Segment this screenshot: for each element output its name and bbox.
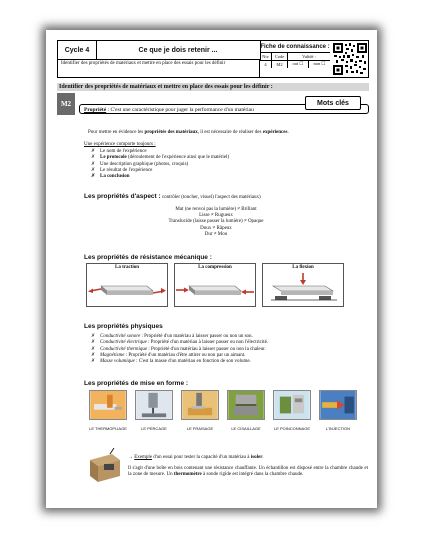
- property-text: : Propriété d'un matériau à laisser passer ou non un son.: [140, 334, 253, 339]
- objective-cell: Identifier des propriétés de matériaux et mettre en place des essais pour les définir: [58, 59, 260, 78]
- property-term: Magnétisme: [100, 352, 125, 358]
- list-item: ✗ La conclusion: [91, 174, 351, 180]
- exemple-bold: isoler: [250, 455, 263, 460]
- compression-diagram-icon: [175, 264, 255, 306]
- exemple-paragraph-a: Il s'agit d'une boîte en bois contenant une résistance chauffante. Un échantillon est disposé entre la chambre chaude et la zone de mesure. Un: [128, 466, 368, 478]
- exemple-paragraph-bold: thermomètre: [173, 472, 202, 478]
- aspect-line: Dur ≠ Mou: [204, 231, 228, 237]
- fiche-oui-checkbox[interactable]: oui ☐: [288, 60, 309, 68]
- intro-text-2: , il est nécessaire de réaliser des: [197, 130, 263, 135]
- intro-bold-1: propriétés des matériaux: [144, 130, 198, 135]
- list-item: ✗ Une description graphique (photos, croquis): [91, 162, 351, 168]
- process-injection: [319, 390, 357, 431]
- physiques-list: [91, 334, 366, 365]
- worksheet-page: [46, 30, 377, 508]
- process-label: LE POINCONNAGE: [273, 426, 310, 431]
- definition-term: Propriété: [84, 107, 107, 113]
- m2-badge: M2: [57, 93, 75, 115]
- mots-cles-box: Mots clés: [305, 96, 361, 110]
- exemple-paragraph: [128, 466, 368, 478]
- flexion-label: La flexion: [292, 265, 314, 270]
- flexion-diagram-icon: [263, 264, 343, 306]
- process-label: LE CISAILLAGE: [231, 426, 261, 431]
- fiche-col-valide: Validé :: [302, 53, 316, 59]
- exemple-period: .: [262, 455, 264, 460]
- cycle-cell: Cycle 4: [58, 41, 97, 60]
- process-poinconnage: [273, 390, 311, 431]
- thermopliage-icon: [89, 390, 127, 420]
- property-term: Masse volumique: [100, 359, 135, 365]
- fiche-title: Fiche de connaissance :: [260, 41, 330, 53]
- fiche-niv-value: 4: [260, 60, 272, 68]
- aspect-lines: [126, 207, 306, 238]
- exemple-line: [128, 455, 368, 461]
- traction-diagram-icon: [87, 264, 167, 306]
- compression-label: La compression: [198, 265, 232, 270]
- aspect-line: Doux ≠ Râpeux: [200, 225, 232, 231]
- exemple-text: d'un essai pour tester la capacité d'un matériau à: [152, 455, 251, 460]
- compression-image: [174, 263, 256, 307]
- traction-label: La traction: [114, 265, 140, 270]
- fiche-non-checkbox[interactable]: non ☐: [313, 61, 326, 66]
- property-term: Conductivité électrique: [100, 340, 147, 346]
- injection-icon: [319, 390, 357, 420]
- aspect-title: [84, 193, 261, 200]
- experience-list: [91, 149, 351, 180]
- process-fraisage: [181, 390, 219, 431]
- cisaillage-icon: [227, 390, 265, 420]
- list-item: ✗ Le protocole (déroulement de l'expérience ainsi que le matériel): [91, 155, 351, 161]
- aspect-line: Translucide (laisse passer la lumière) ≠ Opaque: [168, 219, 264, 225]
- fiche-value-row: [260, 60, 330, 68]
- intro-text-1: Pour mettre en évidence les: [88, 130, 145, 135]
- intro-text-3: .: [287, 130, 289, 135]
- qr-code-icon: [332, 42, 368, 76]
- process-cisaillage: [227, 390, 265, 431]
- property-text: : Propriété d'un matériau à laisser passer ou non la chaleur.: [147, 346, 266, 352]
- aspect-line: Lisse ≠ Rugueux: [199, 213, 233, 219]
- aspect-line: Mat (ne renvoi pas la lumière) ≠ Brillant: [175, 207, 257, 212]
- intro-paragraph: [88, 130, 368, 136]
- definition-text: : C'est une caractéristique pour juger la performance d'un matériau: [106, 107, 254, 113]
- process-label: L'INJECTION: [325, 426, 351, 431]
- exemple-paragraph-b: à sonde rigide est intégré dans la chambre chaude.: [201, 472, 304, 478]
- list-item: ✗ Le résultat de l'expérience: [91, 168, 351, 174]
- aspect-title-text: Les propriétés d'aspect :: [84, 193, 161, 200]
- section-title: Identifier des propriétés de matériaux et mettre en place des essais pour les définir :: [57, 83, 369, 91]
- property-text: : C'est la masse d'un matériau en fonction de son volume.: [134, 359, 251, 365]
- fraisage-icon: [181, 390, 219, 420]
- aspect-subtitle: contrôler (toucher, visuel) l'aspect des matériaux): [160, 195, 261, 200]
- intro-bold-2: expériences: [262, 130, 288, 135]
- experience-heading: Une expérience comporte toujours :: [84, 142, 156, 147]
- fiche-col-niv: Niv: [260, 52, 272, 60]
- process-label: LE THERMOPLIAGE: [89, 426, 127, 431]
- traction-image: [86, 263, 168, 307]
- property-term: Conductivité thermique: [100, 346, 148, 352]
- process-label: LE PERCAGE: [141, 426, 167, 431]
- property-text: : Propriété d'un matériau à laisser passer ou non l'électricité.: [146, 340, 269, 346]
- percage-icon: [135, 390, 173, 420]
- process-label: LE FRAISAGE: [186, 426, 214, 431]
- header-table: [57, 40, 369, 78]
- resistance-title: Les propriétés de résistance mécanique :: [84, 254, 212, 261]
- isolation-box-image: [86, 448, 122, 486]
- poinconnage-icon: [273, 390, 311, 420]
- list-item: ✗ Le nom de l'expérience: [91, 149, 351, 155]
- fiche-code-value: M2: [272, 60, 288, 68]
- exemple-label: Exemple: [134, 455, 153, 460]
- process-percage: [135, 390, 173, 431]
- header-title: Ce que je dois retenir ...: [96, 41, 261, 60]
- fiche-box: [260, 41, 330, 78]
- physiques-title: Les propriétés physiques: [84, 323, 163, 330]
- property-term: Conductivité sonore: [100, 334, 141, 339]
- arrow-icon: →: [128, 455, 135, 460]
- flexion-image: [262, 263, 344, 307]
- list-item: [91, 359, 366, 365]
- fiche-col-code: Code: [272, 52, 288, 60]
- property-text: : Propriété d'un matériau d'être attirer ou non par un aimant.: [124, 352, 246, 358]
- process-thermopliage: [89, 390, 127, 431]
- forme-title: Les propriétés de mise en forme :: [84, 380, 189, 387]
